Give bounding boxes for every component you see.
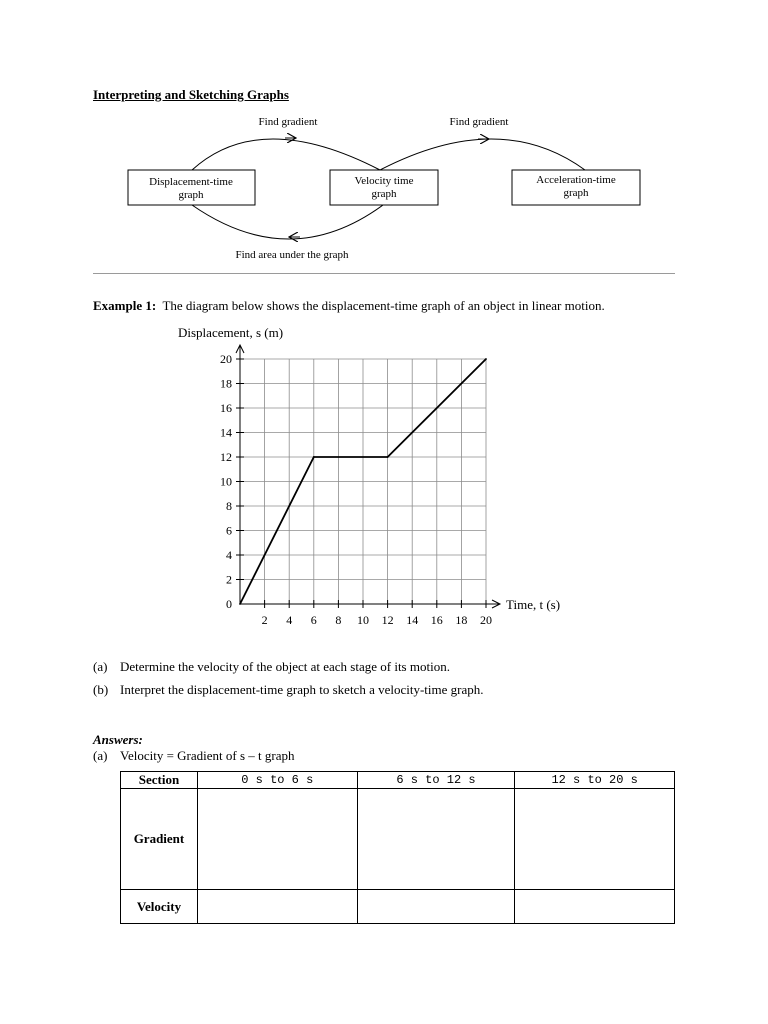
row-label-gradient: Gradient: [121, 789, 198, 890]
question-a: (a) Determine the velocity of the object at each stage of its motion.: [93, 659, 450, 674]
box-displacement-line2: graph: [178, 189, 204, 201]
y-tick-label: 10: [220, 474, 232, 489]
data-point: [387, 456, 389, 458]
arc-gradient-1: [192, 139, 380, 170]
answer-a-line: (a) Velocity = Gradient of s – t graph: [93, 748, 295, 763]
cell-gradient-2[interactable]: [357, 789, 515, 890]
x-axis-title: Time, t (s): [506, 597, 561, 612]
x-tick-label: 12: [381, 613, 394, 627]
label-find-gradient-1: Find gradient: [258, 116, 318, 128]
table-header-row: [121, 772, 675, 789]
x-tick-label: 8: [335, 613, 342, 627]
x-tick-label: 18: [455, 613, 468, 627]
y-tick-label: 14: [220, 425, 232, 440]
arc-area: [192, 205, 383, 239]
x-tick-label: 16: [430, 613, 443, 627]
data-point: [485, 358, 487, 360]
question-b: (b) Interpret the displacement-time graph to sketch a velocity-time graph.: [93, 682, 484, 697]
y-tick-label: 8: [226, 499, 232, 513]
x-tick-label: 6: [310, 613, 317, 627]
page-heading: Interpreting and Sketching Graphs: [93, 87, 289, 102]
label-find-gradient-2: Find gradient: [449, 116, 509, 128]
box-velocity-line1: Velocity time: [354, 175, 414, 187]
y-tick-label: 0: [226, 597, 232, 611]
y-tick-label: 2: [226, 572, 232, 587]
x-tick-label: 14: [406, 613, 419, 627]
table-row-gradient: [121, 789, 675, 890]
y-tick-label: 16: [220, 401, 232, 415]
cell-gradient-1[interactable]: [197, 789, 357, 890]
header-col-2: 6 s to 12 s: [357, 772, 515, 789]
y-tick-label: 6: [226, 523, 232, 538]
displacement-time-chart: [170, 320, 590, 630]
cell-velocity-1[interactable]: [197, 890, 357, 924]
label-find-area: Find area under the graph: [235, 249, 349, 261]
box-acceleration-line2: graph: [563, 187, 589, 199]
example-intro: [93, 298, 605, 314]
x-tick-label: 10: [357, 613, 369, 627]
x-tick-label: 20: [480, 613, 492, 627]
box-acceleration-line1: Acceleration-time: [536, 174, 616, 186]
box-velocity-line2: graph: [371, 188, 397, 200]
data-point: [239, 603, 241, 605]
cell-velocity-3[interactable]: [515, 890, 675, 924]
cell-velocity-2[interactable]: [357, 890, 515, 924]
header-col-1: 0 s to 6 s: [197, 772, 357, 789]
x-tick-label: 4: [286, 613, 293, 627]
example-label: Example 1:: [93, 298, 157, 313]
answers-title: Answers:: [93, 732, 143, 747]
y-tick-label: 18: [220, 376, 232, 391]
x-tick-label: 2: [261, 613, 268, 627]
answer-table: [120, 771, 675, 924]
example-text: The diagram below shows the displacement-time graph of an object in linear motion.: [162, 298, 605, 313]
table-row-velocity: [121, 890, 675, 924]
y-tick-label: 12: [220, 450, 232, 464]
section-divider: [93, 273, 675, 274]
box-displacement-line1: Displacement-time: [149, 176, 233, 188]
y-axis-title: Displacement, s (m): [178, 325, 284, 340]
arc-gradient-2: [380, 139, 585, 170]
y-tick-label: 20: [220, 352, 232, 366]
row-label-velocity: Velocity: [121, 890, 198, 924]
flow-diagram: [120, 108, 650, 268]
cell-gradient-3[interactable]: [515, 789, 675, 890]
header-col-3: 12 s to 20 s: [515, 772, 675, 789]
header-section: Section: [121, 772, 198, 789]
data-point: [313, 456, 315, 458]
y-tick-label: 4: [226, 548, 232, 562]
